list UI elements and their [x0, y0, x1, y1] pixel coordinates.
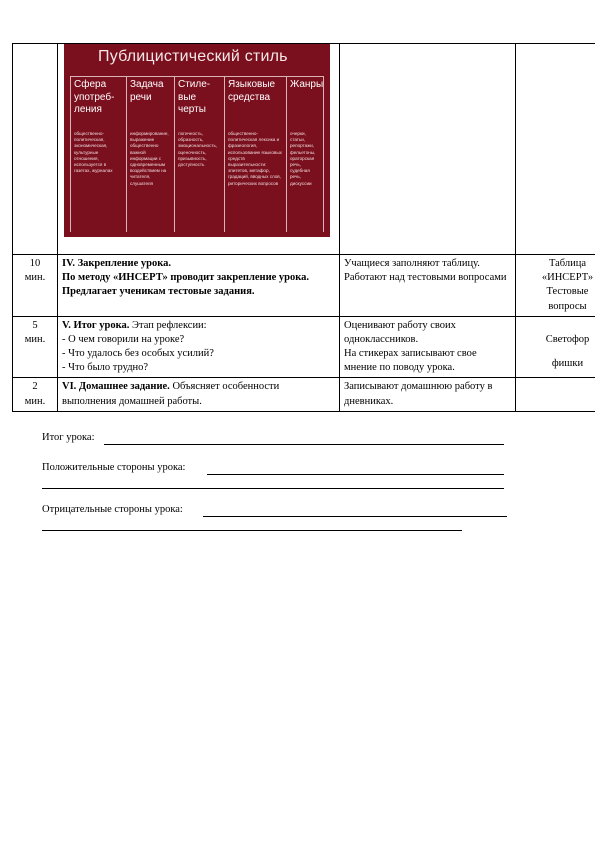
duration-cell: 5 мин. [13, 316, 58, 378]
negative-blank-line-2 [42, 530, 462, 531]
table-row [13, 255, 595, 317]
duration-cell: 10 мин. [13, 255, 58, 317]
teacher-activity-cell [58, 255, 340, 317]
slide-column-body: очерки, статьи, репортажи, фельетоны, ораторская речь, судебная речь, дискуссии [290, 131, 316, 186]
slide-column-body: общественно-политическая лексика и фразеология, использование языковых средств выразительности: эпитетов, метафор, градаций, вводных слов, риторических вопросов [228, 131, 282, 186]
slide-column [174, 76, 224, 232]
stage-text: По методу «ИНСЕРТ» проводит закрепление урока. Предлагает ученикам тестовые задания. [62, 272, 310, 298]
resources-cell: Светофор фишки [516, 316, 595, 378]
slide-column-header: Стиле-вые черты [178, 79, 211, 115]
summary-blank-line [104, 444, 504, 445]
student-activity-cell: Оценивают работу своих одноклассников. На стикерах записывают свое мнение по поводу урока. [340, 316, 516, 378]
stage-text: Объясняет особенности выполнения домашней работы. [62, 381, 280, 407]
slide-column-body: информирование, выражение общественно важной информации с одновременным воздействием на читателя, слушателя [130, 131, 169, 186]
slide-title: Публицистический стиль [98, 48, 288, 65]
slide-column-header: Языковые средства [228, 79, 276, 103]
slide-column [224, 76, 286, 232]
lesson-summary-label: Итог урока: [42, 432, 95, 443]
slide-column [126, 76, 174, 232]
reflection-question: - О чем говорили на уроке? [62, 333, 185, 345]
stage-title: IV. Закрепление урока. [62, 258, 171, 269]
negative-aspects-label: Отрицательные стороны урока: [42, 504, 183, 515]
student-activity-cell: Записывают домашнюю работу в дневниках. [340, 378, 516, 411]
slide-column-body: логичность, образность, эмоциональность, оценочность, призывность, доступность [178, 131, 218, 167]
lesson-plan-table [12, 43, 595, 412]
positive-blank-line-2 [42, 488, 504, 489]
stage-title: V. Итог урока. [62, 319, 130, 331]
slide-column-header: Сфера употреб-ления [74, 79, 115, 115]
table-row [13, 378, 595, 411]
slide-column [70, 76, 126, 232]
teacher-activity-cell [58, 316, 340, 378]
slide-grid [70, 76, 324, 232]
stage-title: VI. Домашнее задание. [62, 381, 170, 393]
negative-blank-line [203, 516, 507, 517]
positive-aspects-label: Положительные стороны урока: [42, 462, 186, 473]
teacher-activity-cell [58, 378, 340, 411]
reflection-question: - Что было трудно? [62, 362, 149, 374]
slide-column [286, 76, 324, 232]
table-row [13, 316, 595, 378]
reflection-question: - Что удалось без особых усилий? [62, 348, 214, 360]
duration-cell: 2 мин. [13, 378, 58, 411]
resources-cell [516, 378, 595, 411]
resources-cell: Таблица «ИНСЕРТ» Тестовые вопросы [516, 255, 595, 317]
student-activity-cell: Учащиеся заполняют таблицу. Работают над тестовыми вопросами [340, 255, 516, 317]
stage-text: Этап рефлексии: [129, 319, 207, 331]
slide-column-header: Жанры [290, 79, 324, 90]
slide-column-header: Задача речи [130, 79, 164, 103]
slide-column-body: общественно-политическая, экономическая, культурные отношения, используется в газетах, журналах [74, 131, 113, 174]
publicist-style-slide [64, 44, 330, 237]
table-row [13, 44, 595, 255]
positive-blank-line [207, 474, 504, 475]
